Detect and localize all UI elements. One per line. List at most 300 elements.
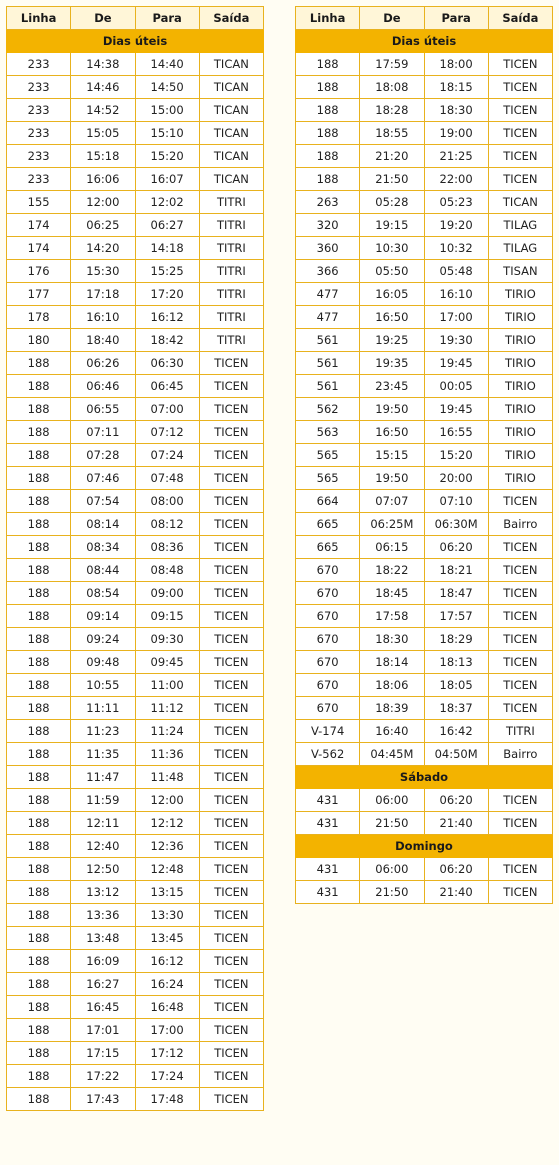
table-row [7, 375, 264, 398]
column-header-departure: Saída [488, 7, 552, 30]
line-cell: 188 [7, 1019, 71, 1042]
from-time-cell: 09:24 [71, 628, 135, 651]
table-row [7, 559, 264, 582]
to-time-cell: 09:00 [135, 582, 199, 605]
from-time-cell: 06:00 [360, 858, 424, 881]
departure-cell: TICEN [488, 697, 552, 720]
table-row [7, 582, 264, 605]
table-row [296, 76, 553, 99]
from-time-cell: 19:35 [360, 352, 424, 375]
table-row [296, 122, 553, 145]
from-time-cell: 15:05 [71, 122, 135, 145]
from-time-cell: 08:54 [71, 582, 135, 605]
table-row [7, 214, 264, 237]
line-cell: 431 [296, 858, 360, 881]
table-row [296, 858, 553, 881]
table-row [296, 559, 553, 582]
departure-cell: TICAN [199, 168, 263, 191]
to-time-cell: 12:12 [135, 812, 199, 835]
from-time-cell: 18:08 [360, 76, 424, 99]
from-time-cell: 17:15 [71, 1042, 135, 1065]
line-cell: 670 [296, 559, 360, 582]
departure-cell: TICEN [199, 812, 263, 835]
line-cell: 188 [7, 582, 71, 605]
from-time-cell: 13:12 [71, 881, 135, 904]
line-cell: 233 [7, 53, 71, 76]
header-row [7, 7, 264, 30]
to-time-cell: 17:20 [135, 283, 199, 306]
line-cell: V-562 [296, 743, 360, 766]
column-header-to-time: Para [135, 7, 199, 30]
table-row [7, 1088, 264, 1111]
table-row [296, 168, 553, 191]
to-time-cell: 06:20 [424, 536, 488, 559]
to-time-cell: 19:45 [424, 398, 488, 421]
from-time-cell: 06:00 [360, 789, 424, 812]
line-cell: 178 [7, 306, 71, 329]
line-cell: 188 [296, 145, 360, 168]
table-row [7, 122, 264, 145]
table-row [7, 53, 264, 76]
from-time-cell: 17:58 [360, 605, 424, 628]
table-row [7, 168, 264, 191]
departure-cell: TICEN [199, 835, 263, 858]
table-row [7, 904, 264, 927]
from-time-cell: 19:50 [360, 467, 424, 490]
header-row [296, 7, 553, 30]
from-time-cell: 14:20 [71, 237, 135, 260]
from-time-cell: 21:50 [360, 168, 424, 191]
to-time-cell: 06:45 [135, 375, 199, 398]
departure-cell: TICEN [199, 674, 263, 697]
departure-cell: TICEN [488, 674, 552, 697]
line-cell: 665 [296, 513, 360, 536]
line-cell: 174 [7, 214, 71, 237]
departure-cell: TICAN [199, 76, 263, 99]
table-row [7, 283, 264, 306]
to-time-cell: 04:50M [424, 743, 488, 766]
departure-cell: TITRI [199, 329, 263, 352]
to-time-cell: 16:10 [424, 283, 488, 306]
column-header-from-time: De [71, 7, 135, 30]
from-time-cell: 11:11 [71, 697, 135, 720]
departure-cell: TICEN [199, 1019, 263, 1042]
departure-cell: TITRI [488, 720, 552, 743]
table-row [7, 444, 264, 467]
departure-cell: TICEN [488, 881, 552, 904]
departure-cell: TIRIO [488, 306, 552, 329]
schedule-table-left [6, 6, 264, 1111]
departure-cell: TITRI [199, 283, 263, 306]
line-cell: 477 [296, 306, 360, 329]
line-cell: 188 [7, 467, 71, 490]
line-cell: 188 [7, 559, 71, 582]
departure-cell: TICEN [199, 490, 263, 513]
line-cell: 188 [7, 490, 71, 513]
section-title: Domingo [296, 835, 553, 858]
from-time-cell: 13:48 [71, 927, 135, 950]
departure-cell: TICEN [199, 720, 263, 743]
table-row [296, 145, 553, 168]
from-time-cell: 14:46 [71, 76, 135, 99]
departure-cell: TICEN [199, 973, 263, 996]
schedule-table-right [295, 6, 553, 904]
from-time-cell: 11:59 [71, 789, 135, 812]
table-row [296, 605, 553, 628]
departure-cell: TIRIO [488, 398, 552, 421]
to-time-cell: 10:32 [424, 237, 488, 260]
to-time-cell: 17:24 [135, 1065, 199, 1088]
table-row [296, 53, 553, 76]
departure-cell: TICEN [199, 651, 263, 674]
table-row [7, 812, 264, 835]
line-cell: 188 [7, 973, 71, 996]
to-time-cell: 12:00 [135, 789, 199, 812]
column-header-to-time: Para [424, 7, 488, 30]
departure-cell: TICAN [199, 145, 263, 168]
line-cell: 431 [296, 881, 360, 904]
departure-cell: TITRI [199, 214, 263, 237]
from-time-cell: 16:05 [360, 283, 424, 306]
column-header-departure: Saída [199, 7, 263, 30]
line-cell: 233 [7, 145, 71, 168]
departure-cell: TICEN [199, 881, 263, 904]
table-row [7, 306, 264, 329]
table-row [7, 1042, 264, 1065]
from-time-cell: 07:11 [71, 421, 135, 444]
from-time-cell: 16:10 [71, 306, 135, 329]
from-time-cell: 06:46 [71, 375, 135, 398]
line-cell: 188 [7, 950, 71, 973]
departure-cell: TICEN [199, 628, 263, 651]
from-time-cell: 23:45 [360, 375, 424, 398]
to-time-cell: 18:47 [424, 582, 488, 605]
from-time-cell: 18:28 [360, 99, 424, 122]
from-time-cell: 16:06 [71, 168, 135, 191]
from-time-cell: 07:28 [71, 444, 135, 467]
line-cell: 188 [7, 789, 71, 812]
to-time-cell: 19:00 [424, 122, 488, 145]
section-header-row [296, 766, 553, 789]
to-time-cell: 17:00 [424, 306, 488, 329]
column-header-line: Linha [7, 7, 71, 30]
table-row [7, 145, 264, 168]
departure-cell: TICAN [199, 53, 263, 76]
from-time-cell: 17:43 [71, 1088, 135, 1111]
line-cell: 188 [7, 605, 71, 628]
table-row [7, 835, 264, 858]
table-row [7, 398, 264, 421]
from-time-cell: 12:00 [71, 191, 135, 214]
table-row [296, 375, 553, 398]
departure-cell: TICEN [488, 605, 552, 628]
table-row [7, 329, 264, 352]
from-time-cell: 18:55 [360, 122, 424, 145]
departure-cell: TICEN [199, 1042, 263, 1065]
table-row [7, 973, 264, 996]
line-cell: 188 [7, 1042, 71, 1065]
line-cell: 188 [7, 858, 71, 881]
departure-cell: TIRIO [488, 283, 552, 306]
departure-cell: TICEN [199, 444, 263, 467]
from-time-cell: 13:36 [71, 904, 135, 927]
line-cell: 188 [7, 352, 71, 375]
from-time-cell: 06:26 [71, 352, 135, 375]
departure-cell: TITRI [199, 237, 263, 260]
departure-cell: TICEN [488, 559, 552, 582]
to-time-cell: 21:40 [424, 881, 488, 904]
line-cell: 366 [296, 260, 360, 283]
table-row [296, 306, 553, 329]
departure-cell: TICEN [199, 513, 263, 536]
table-row [7, 237, 264, 260]
to-time-cell: 09:15 [135, 605, 199, 628]
line-cell: 233 [7, 168, 71, 191]
from-time-cell: 16:50 [360, 421, 424, 444]
from-time-cell: 12:40 [71, 835, 135, 858]
line-cell: 188 [7, 720, 71, 743]
from-time-cell: 11:23 [71, 720, 135, 743]
from-time-cell: 18:40 [71, 329, 135, 352]
line-cell: 233 [7, 99, 71, 122]
to-time-cell: 16:12 [135, 950, 199, 973]
table-row [7, 743, 264, 766]
from-time-cell: 17:01 [71, 1019, 135, 1042]
line-cell: 263 [296, 191, 360, 214]
from-time-cell: 18:39 [360, 697, 424, 720]
to-time-cell: 12:48 [135, 858, 199, 881]
to-time-cell: 11:48 [135, 766, 199, 789]
table-row [296, 490, 553, 513]
to-time-cell: 18:13 [424, 651, 488, 674]
line-cell: 188 [296, 122, 360, 145]
to-time-cell: 21:40 [424, 812, 488, 835]
table-row [296, 444, 553, 467]
to-time-cell: 16:12 [135, 306, 199, 329]
to-time-cell: 06:27 [135, 214, 199, 237]
departure-cell: TICEN [488, 536, 552, 559]
table-row [7, 927, 264, 950]
table-row [296, 582, 553, 605]
line-cell: 233 [7, 122, 71, 145]
line-cell: 670 [296, 674, 360, 697]
from-time-cell: 05:28 [360, 191, 424, 214]
to-time-cell: 07:24 [135, 444, 199, 467]
to-time-cell: 08:48 [135, 559, 199, 582]
from-time-cell: 14:38 [71, 53, 135, 76]
line-cell: 670 [296, 582, 360, 605]
line-cell: 188 [7, 444, 71, 467]
from-time-cell: 06:25M [360, 513, 424, 536]
line-cell: 177 [7, 283, 71, 306]
to-time-cell: 16:55 [424, 421, 488, 444]
departure-cell: TICEN [488, 812, 552, 835]
departure-cell: TITRI [199, 260, 263, 283]
line-cell: 670 [296, 651, 360, 674]
table-row [7, 76, 264, 99]
to-time-cell: 09:30 [135, 628, 199, 651]
from-time-cell: 15:30 [71, 260, 135, 283]
to-time-cell: 08:12 [135, 513, 199, 536]
table-row [7, 628, 264, 651]
section-header-row [296, 835, 553, 858]
table-row [7, 99, 264, 122]
table-row [7, 881, 264, 904]
table-row [7, 720, 264, 743]
departure-cell: TICEN [199, 398, 263, 421]
from-time-cell: 14:52 [71, 99, 135, 122]
to-time-cell: 22:00 [424, 168, 488, 191]
to-time-cell: 08:36 [135, 536, 199, 559]
table-row [7, 651, 264, 674]
departure-cell: TICEN [199, 950, 263, 973]
line-cell: 188 [296, 99, 360, 122]
departure-cell: TICEN [488, 582, 552, 605]
from-time-cell: 16:40 [360, 720, 424, 743]
departure-cell: TICEN [199, 582, 263, 605]
table-row [296, 329, 553, 352]
table-row [296, 237, 553, 260]
line-cell: 431 [296, 812, 360, 835]
section-title: Sábado [296, 766, 553, 789]
line-cell: 188 [7, 536, 71, 559]
to-time-cell: 18:15 [424, 76, 488, 99]
to-time-cell: 06:30 [135, 352, 199, 375]
table-row [7, 536, 264, 559]
line-cell: 665 [296, 536, 360, 559]
line-cell: 188 [7, 835, 71, 858]
line-cell: 188 [7, 513, 71, 536]
to-time-cell: 15:00 [135, 99, 199, 122]
to-time-cell: 07:10 [424, 490, 488, 513]
to-time-cell: 05:48 [424, 260, 488, 283]
line-cell: 176 [7, 260, 71, 283]
line-cell: 188 [7, 996, 71, 1019]
to-time-cell: 17:00 [135, 1019, 199, 1042]
to-time-cell: 16:42 [424, 720, 488, 743]
line-cell: 188 [7, 927, 71, 950]
from-time-cell: 19:15 [360, 214, 424, 237]
from-time-cell: 06:55 [71, 398, 135, 421]
line-cell: 188 [7, 674, 71, 697]
departure-cell: TICEN [199, 927, 263, 950]
from-time-cell: 17:22 [71, 1065, 135, 1088]
from-time-cell: 05:50 [360, 260, 424, 283]
line-cell: 188 [7, 812, 71, 835]
to-time-cell: 21:25 [424, 145, 488, 168]
from-time-cell: 21:50 [360, 881, 424, 904]
line-cell: 188 [296, 76, 360, 99]
from-time-cell: 11:47 [71, 766, 135, 789]
departure-cell: TICEN [488, 490, 552, 513]
departure-cell: TICEN [199, 766, 263, 789]
departure-cell: TICEN [199, 904, 263, 927]
table-row [296, 674, 553, 697]
line-cell: 561 [296, 375, 360, 398]
table-row [7, 950, 264, 973]
from-time-cell: 18:30 [360, 628, 424, 651]
to-time-cell: 19:30 [424, 329, 488, 352]
table-row [7, 996, 264, 1019]
to-time-cell: 19:45 [424, 352, 488, 375]
line-cell: V-174 [296, 720, 360, 743]
to-time-cell: 15:10 [135, 122, 199, 145]
to-time-cell: 09:45 [135, 651, 199, 674]
from-time-cell: 18:22 [360, 559, 424, 582]
to-time-cell: 18:00 [424, 53, 488, 76]
departure-cell: TICEN [199, 559, 263, 582]
to-time-cell: 16:07 [135, 168, 199, 191]
to-time-cell: 18:37 [424, 697, 488, 720]
schedule-body-right [296, 30, 553, 904]
to-time-cell: 15:25 [135, 260, 199, 283]
to-time-cell: 07:48 [135, 467, 199, 490]
departure-cell: TICEN [488, 858, 552, 881]
from-time-cell: 19:50 [360, 398, 424, 421]
to-time-cell: 13:30 [135, 904, 199, 927]
from-time-cell: 21:20 [360, 145, 424, 168]
to-time-cell: 11:36 [135, 743, 199, 766]
line-cell: 233 [7, 76, 71, 99]
from-time-cell: 09:48 [71, 651, 135, 674]
to-time-cell: 17:57 [424, 605, 488, 628]
column-header-line: Linha [296, 7, 360, 30]
table-row [7, 191, 264, 214]
table-row [7, 467, 264, 490]
from-time-cell: 07:46 [71, 467, 135, 490]
from-time-cell: 16:45 [71, 996, 135, 1019]
from-time-cell: 12:50 [71, 858, 135, 881]
to-time-cell: 13:45 [135, 927, 199, 950]
departure-cell: TITRI [199, 191, 263, 214]
from-time-cell: 18:14 [360, 651, 424, 674]
to-time-cell: 18:05 [424, 674, 488, 697]
departure-cell: TIRIO [488, 467, 552, 490]
departure-cell: TICAN [199, 122, 263, 145]
from-time-cell: 08:14 [71, 513, 135, 536]
to-time-cell: 12:36 [135, 835, 199, 858]
to-time-cell: 18:29 [424, 628, 488, 651]
line-cell: 670 [296, 628, 360, 651]
table-row [7, 260, 264, 283]
table-row [7, 1019, 264, 1042]
table-row [7, 858, 264, 881]
to-time-cell: 18:21 [424, 559, 488, 582]
table-row [7, 1065, 264, 1088]
section-header-row [296, 30, 553, 53]
table-row [7, 513, 264, 536]
table-row [296, 398, 553, 421]
schedule-body-left [7, 30, 264, 1111]
from-time-cell: 17:59 [360, 53, 424, 76]
line-cell: 320 [296, 214, 360, 237]
departure-cell: TICEN [199, 996, 263, 1019]
departure-cell: TICEN [199, 789, 263, 812]
line-cell: 561 [296, 329, 360, 352]
table-row [7, 697, 264, 720]
line-cell: 188 [7, 904, 71, 927]
from-time-cell: 21:50 [360, 812, 424, 835]
to-time-cell: 15:20 [135, 145, 199, 168]
to-time-cell: 14:40 [135, 53, 199, 76]
table-row [7, 352, 264, 375]
departure-cell: TILAG [488, 237, 552, 260]
to-time-cell: 06:20 [424, 858, 488, 881]
departure-cell: TITRI [199, 306, 263, 329]
table-row [7, 789, 264, 812]
line-cell: 188 [7, 421, 71, 444]
line-cell: 188 [7, 375, 71, 398]
